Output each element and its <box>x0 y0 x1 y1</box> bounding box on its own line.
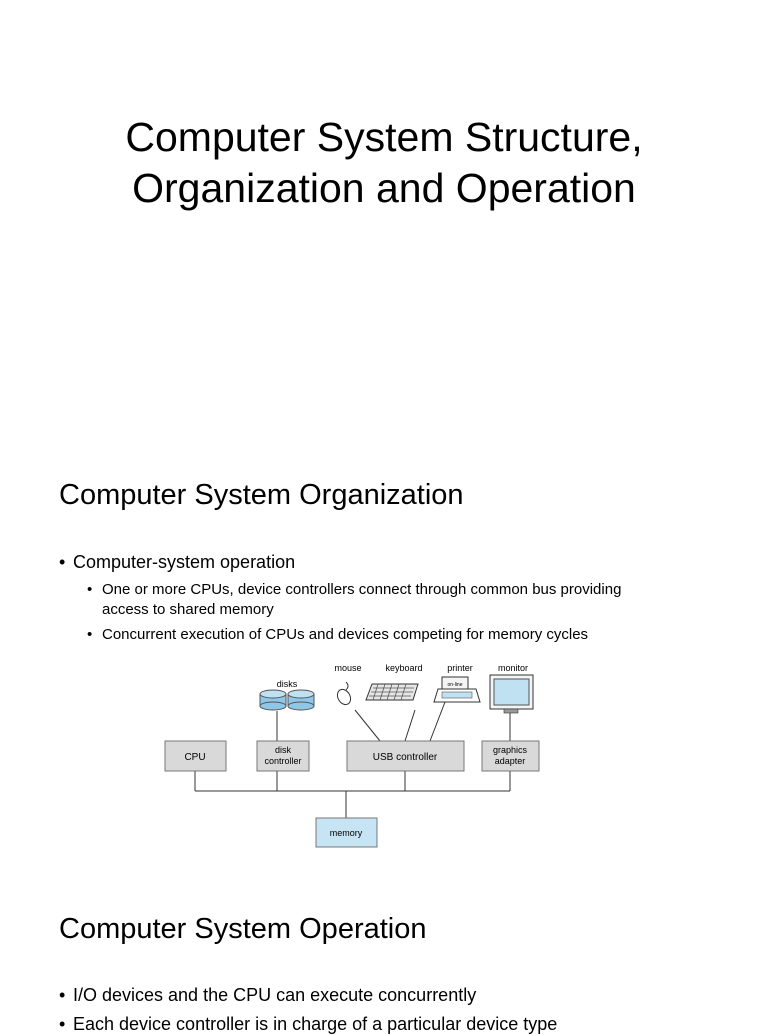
bullet-item <box>59 1013 557 1035</box>
usb-controller-label: USB controller <box>372 752 438 763</box>
bullet-icon: • <box>87 581 93 598</box>
section-title-operation: Computer System Operation <box>59 913 427 945</box>
sub-bullet-text-line2: access to shared memory <box>102 601 274 618</box>
printer-panel-label: on-line <box>447 682 463 688</box>
keyboard-label: keyboard <box>385 663 423 673</box>
section-title-organization: Computer System Organization <box>59 479 464 511</box>
keyboard-icon <box>366 684 418 700</box>
memory-label: memory <box>329 828 363 838</box>
slide-title-main <box>0 112 768 214</box>
title-line-2: Organization and Operation <box>132 165 636 211</box>
sub-bullet-text-line1: One or more CPUs, device controllers connect through common bus providing <box>102 581 622 598</box>
printer-icon <box>434 677 480 702</box>
printer-label: printer <box>447 663 473 673</box>
system-organization-diagram <box>160 656 544 852</box>
monitor-icon <box>490 675 533 713</box>
bullet-icon: • <box>59 1014 66 1034</box>
bullet-text: Each device controller is in charge of a particular device type <box>73 1014 558 1034</box>
disk-controller-label-2: controller <box>264 756 302 766</box>
sub-bullet-text: Concurrent execution of CPUs and devices competing for memory cycles <box>102 626 589 643</box>
bullet-text: I/O devices and the CPU can execute concurrently <box>73 985 477 1005</box>
graphics-adapter-label-2: adapter <box>494 756 526 766</box>
bullet-icon: • <box>87 626 93 643</box>
mouse-icon <box>335 682 353 707</box>
mouse-label: mouse <box>334 663 362 673</box>
bullet-item <box>59 984 476 1006</box>
bullet-item <box>59 551 295 573</box>
disk-controller-label-1: disk <box>274 745 292 755</box>
bullet-icon: • <box>59 985 66 1005</box>
bullet-icon: • <box>59 552 66 572</box>
disks-icon <box>260 690 314 710</box>
sub-bullet-item <box>87 625 727 645</box>
cpu-label: CPU <box>184 752 206 763</box>
bullet-text: Computer-system operation <box>73 552 296 572</box>
disks-label: disks <box>276 679 298 689</box>
graphics-adapter-label-1: graphics <box>492 745 528 755</box>
monitor-label: monitor <box>497 663 529 673</box>
sub-bullet-item <box>87 580 727 620</box>
title-line-1: Computer System Structure, <box>125 114 643 160</box>
